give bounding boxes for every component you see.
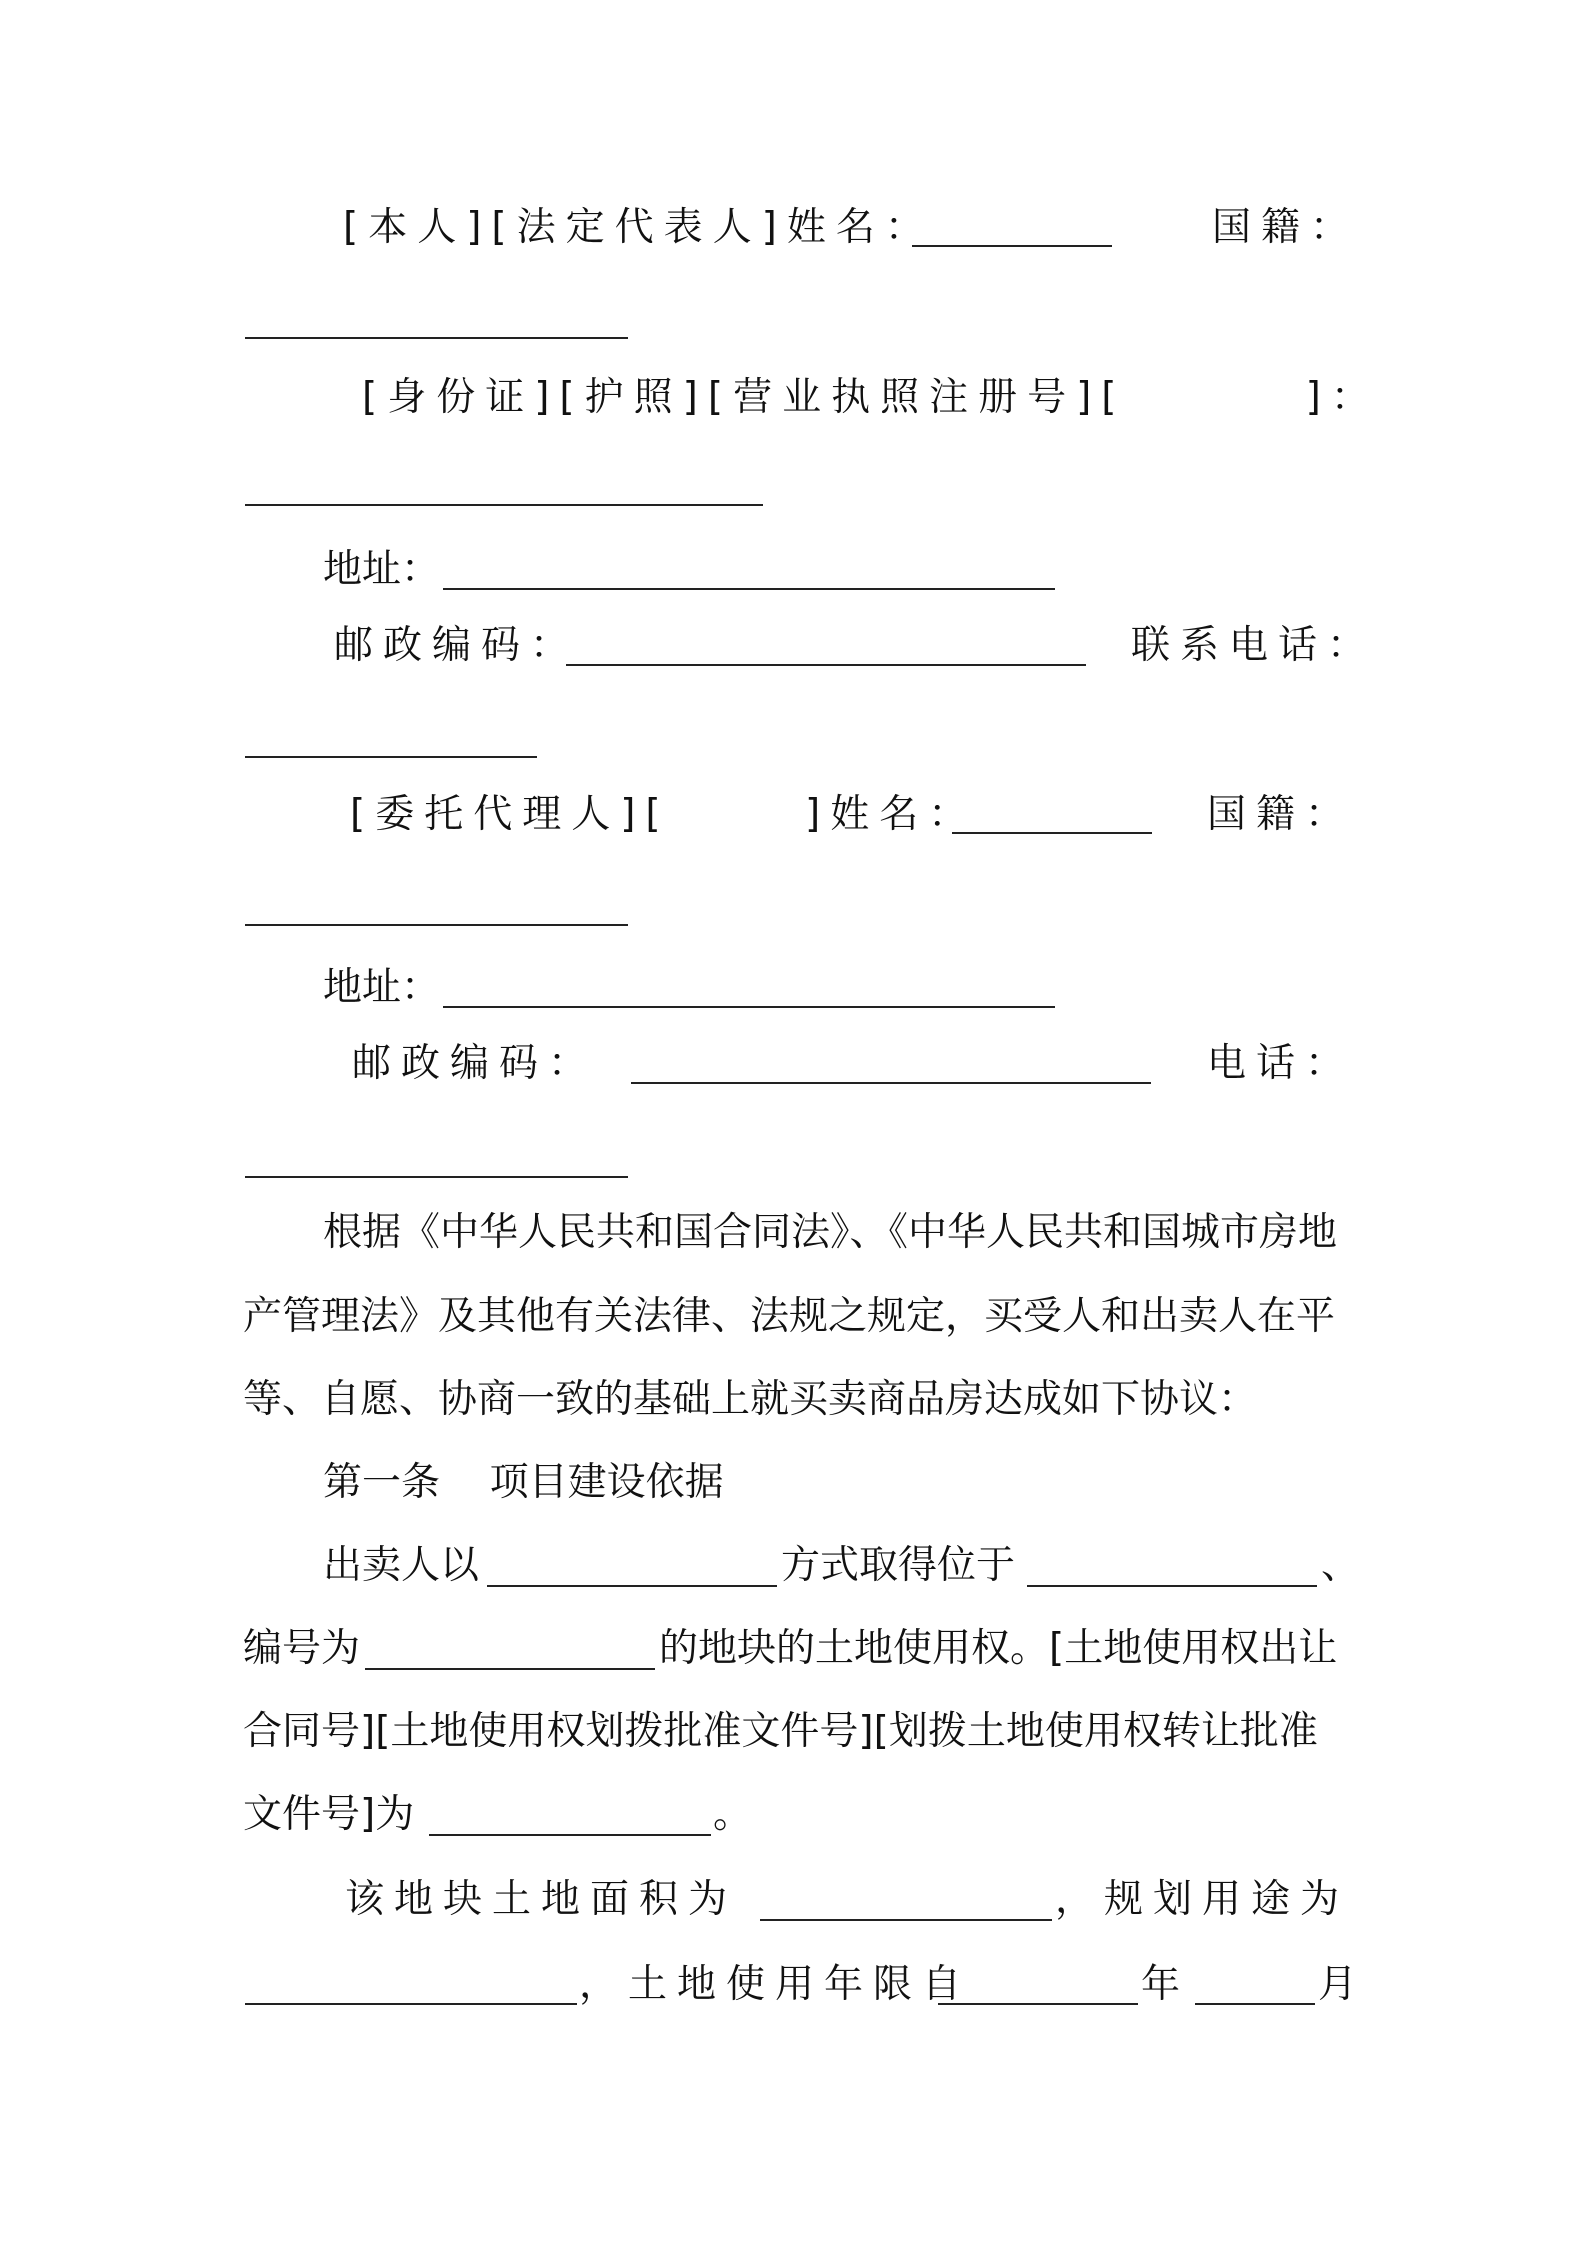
seller-name-blank[interactable] <box>912 245 1112 247</box>
agent-nationality-label: 国籍： <box>1207 792 1355 837</box>
article1-text-c: 、 <box>1321 1543 1361 1588</box>
agent-address-blank[interactable] <box>443 1006 1055 1008</box>
seller-id-blank[interactable] <box>245 504 763 506</box>
seller-postcode-blank[interactable] <box>566 664 1086 666</box>
article1-location-blank[interactable] <box>1027 1585 1317 1587</box>
seller-address-blank[interactable] <box>443 588 1055 590</box>
seller-address-label: 地址： <box>323 547 441 592</box>
agent-postcode-label: 邮政编码： <box>352 1041 598 1086</box>
article1-area-label: 该地块土地面积为 <box>345 1877 738 1922</box>
article1-text-h: 。 <box>713 1792 753 1837</box>
article1-doc-number-blank[interactable] <box>429 1834 711 1836</box>
article1-heading: 第一条 项目建设依据 <box>323 1460 724 1505</box>
article1-text-d: 编号为 <box>243 1626 361 1671</box>
agent-postcode-blank[interactable] <box>631 1082 1151 1084</box>
preamble-line-1: 根据《中华人民共和国合同法》、《中华人民共和国城市房地 <box>323 1210 1338 1255</box>
seller-nationality-label: 国籍： <box>1212 205 1360 250</box>
article1-text-g: 文件号]为 <box>243 1792 415 1837</box>
article1-text-a: 出卖人以 <box>323 1543 480 1588</box>
agent-address-label: 地址： <box>323 965 441 1010</box>
seller-name-label: [本人][法定代表人]姓名： <box>343 205 934 250</box>
agent-nationality-blank[interactable] <box>245 924 628 926</box>
seller-phone-label: 联系电话： <box>1131 623 1377 668</box>
article1-text-e: 的地块的土地使用权。[土地使用权出让 <box>659 1626 1338 1671</box>
article1-text-b: 方式取得位于 <box>781 1543 1016 1588</box>
article1-use-blank[interactable] <box>245 2003 577 2005</box>
article1-use-label: ，规划用途为 <box>1055 1877 1350 1922</box>
agent-phone-label: 电话： <box>1207 1041 1355 1086</box>
article1-term-label: ，土地使用年限自 <box>579 1962 972 2007</box>
article1-number-blank[interactable] <box>365 1668 655 1670</box>
article1-month-label: 月 <box>1318 1962 1358 2007</box>
agent-name-blank[interactable] <box>952 832 1152 834</box>
seller-postcode-label: 邮政编码： <box>334 623 580 668</box>
seller-id-label: [身份证][护照][营业执照注册号][ ]： <box>362 375 1380 420</box>
article1-year-blank[interactable] <box>938 2003 1138 2005</box>
agent-phone-blank[interactable] <box>245 1176 628 1178</box>
preamble-line-3: 等、自愿、协商一致的基础上就买卖商品房达成如下协议： <box>243 1377 1258 1422</box>
seller-phone-blank[interactable] <box>245 756 537 758</box>
seller-nationality-blank[interactable] <box>245 337 628 339</box>
article1-area-blank[interactable] <box>760 1919 1052 1921</box>
preamble-line-2: 产管理法》及其他有关法律、法规之规定，买受人和出卖人在平 <box>243 1294 1336 1339</box>
article1-month-blank[interactable] <box>1195 2003 1315 2005</box>
agent-name-label: [委托代理人][ ]姓名： <box>350 792 978 837</box>
article1-text-f: 合同号][土地使用权划拨批准文件号][划拨土地使用权转让批准 <box>243 1709 1318 1754</box>
article1-method-blank[interactable] <box>487 1585 777 1587</box>
article1-year-label: 年 <box>1141 1962 1181 2007</box>
